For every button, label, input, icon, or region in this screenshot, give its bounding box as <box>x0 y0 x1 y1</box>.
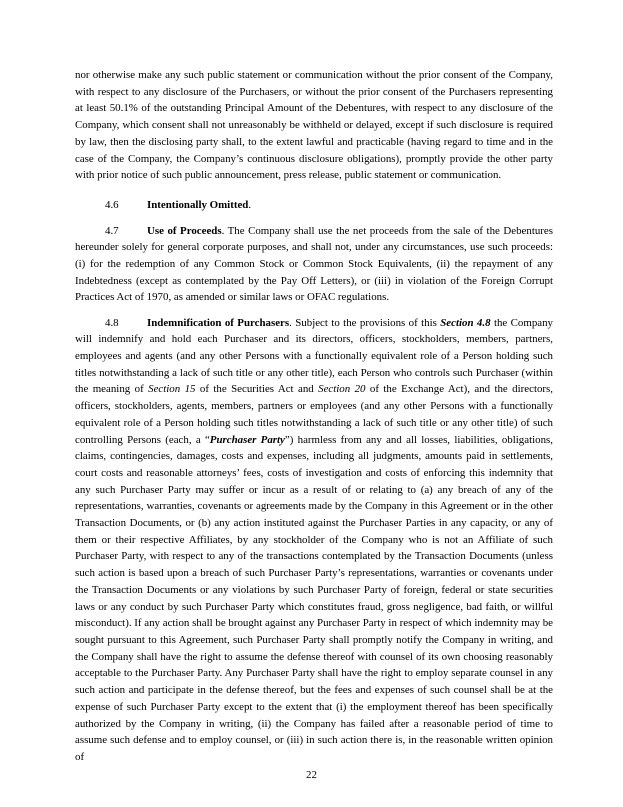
section-title: Use of Proceeds <box>147 224 222 237</box>
page-number: 22 <box>306 769 317 781</box>
section-number: 4.7 <box>105 224 119 237</box>
securities-act-reference: Section 15 <box>148 383 196 396</box>
section-4-6 <box>75 197 553 214</box>
section-reference: Section 4.8 <box>440 316 491 329</box>
exchange-act-reference: Section 20 <box>318 383 366 396</box>
section-number: 4.6 <box>105 198 119 211</box>
continuation-paragraph: nor otherwise make any such public statement or communication without the prior consent of the Company, with respect to any disclosure of the Purchasers, or without the prior consent of the Purchasers representing at least 50.1% of the outstanding Principal Amount of the Debentures, with respect to any disclosure of the Company, which consent shall not unreasonably be withheld or delayed, except if such disclosure is required by law, then the disclosing party shall, to the extent lawful and practicable (having regard to time and in the case of the Company, the Company’s continuous disclosure obligations), promptly provide the other party with prior notice of such public announcement, press release, public statement or communication. <box>75 69 553 182</box>
document-body <box>75 67 553 774</box>
section-title: Indemnification of Purchasers <box>147 316 290 329</box>
section-title-suffix: . <box>248 198 252 211</box>
section-body-part: the Company will indemnify and hold each Purchaser and its directors, officers, stockholders, members, partners, employees and agents (and any other Persons with a functionally equivalent role of a Person holding such titles notwithstanding a lack of such title or any other title), each Person who controls such Purchaser (within the meaning of <box>75 316 553 396</box>
section-number: 4.8 <box>105 316 119 329</box>
section-body-part: ”) harmless from any and all losses, liabilities, obligations, claims, contingencies, damages, costs and expenses, including all judgments, amounts paid in settlements, court costs and reasonable attorneys’ fees, costs of investigation and costs of enforcing this indemnity that any such Purchaser Party may suffer or incur as a result of or relating to (a) any breach of any of the representations, warranties, covenants or agreements made by the Company in this Agreement or in the other Transaction Documents, or (b) any action instituted against the Purchaser Parties in any capacity, or any of them or their respective Affiliates, by any stockholder of the Company who is not an Affiliate of such Purchaser Party, with respect to any of the transactions contemplated by the Transaction Documents (unless such action is based upon a breach of such Purchaser Party’s representations, warranties or covenants under the Transaction Documents or any violations by such Purchaser Party of foreign, federal or state securities laws or any conduct by such Purchaser Party which constitutes fraud, gross negligence, bad faith, or willful misconduct). If any action shall be brought against any Purchaser Party in respect of which indemnity may be sought pursuant to this Agreement, such Purchaser Party shall promptly notify the Company in writing, and the Company shall have the right to assume the defense thereof with counsel of its own choosing reasonably acceptable to the Purchaser Party. Any Purchaser Party shall have the right to employ separate counsel in any such action and participate in the defense thereof, but the fees and expenses of such counsel shall be at the expense of such Purchaser Party except to the extent that (i) the employment thereof has been specifically authorized by the Company in writing, (ii) the Company has failed after a reasonable period of time to assume such defense and to employ counsel, or (iii) in such action there is, in the reasonable written opinion of <box>75 433 553 763</box>
defined-term: Purchaser Party <box>209 433 285 446</box>
section-body-part: of the Exchange Act), and the directors, officers, stockholders, agents, members, partners or employees (and any other Persons with a functionally equivalent role of a Person holding such titles notwithstanding a lack of such title or any other title) of such controlling Persons (each, a “ <box>75 383 553 446</box>
section-body: . The Company shall use the net proceeds from the sale of the Debentures hereunder solely for general corporate purposes, and shall not, under any circumstances, use such proceeds: (i) for the redemption of any Common Stock or Common Stock Equivalents, (ii) the repayment of any Indebtedness (except as contemplated by the Pay Off Letters), or (iii) in violation of the Foreign Corrupt Practices Act of 1970, as amended or similar laws or OFAC regulations. <box>75 224 553 304</box>
section-body-part: of the Securities Act and <box>195 383 319 396</box>
section-4-7 <box>75 223 553 307</box>
section-body-part: . Subject to the provisions of this <box>289 316 441 329</box>
section-4-8 <box>75 315 553 766</box>
section-title: Intentionally Omitted <box>147 198 249 211</box>
